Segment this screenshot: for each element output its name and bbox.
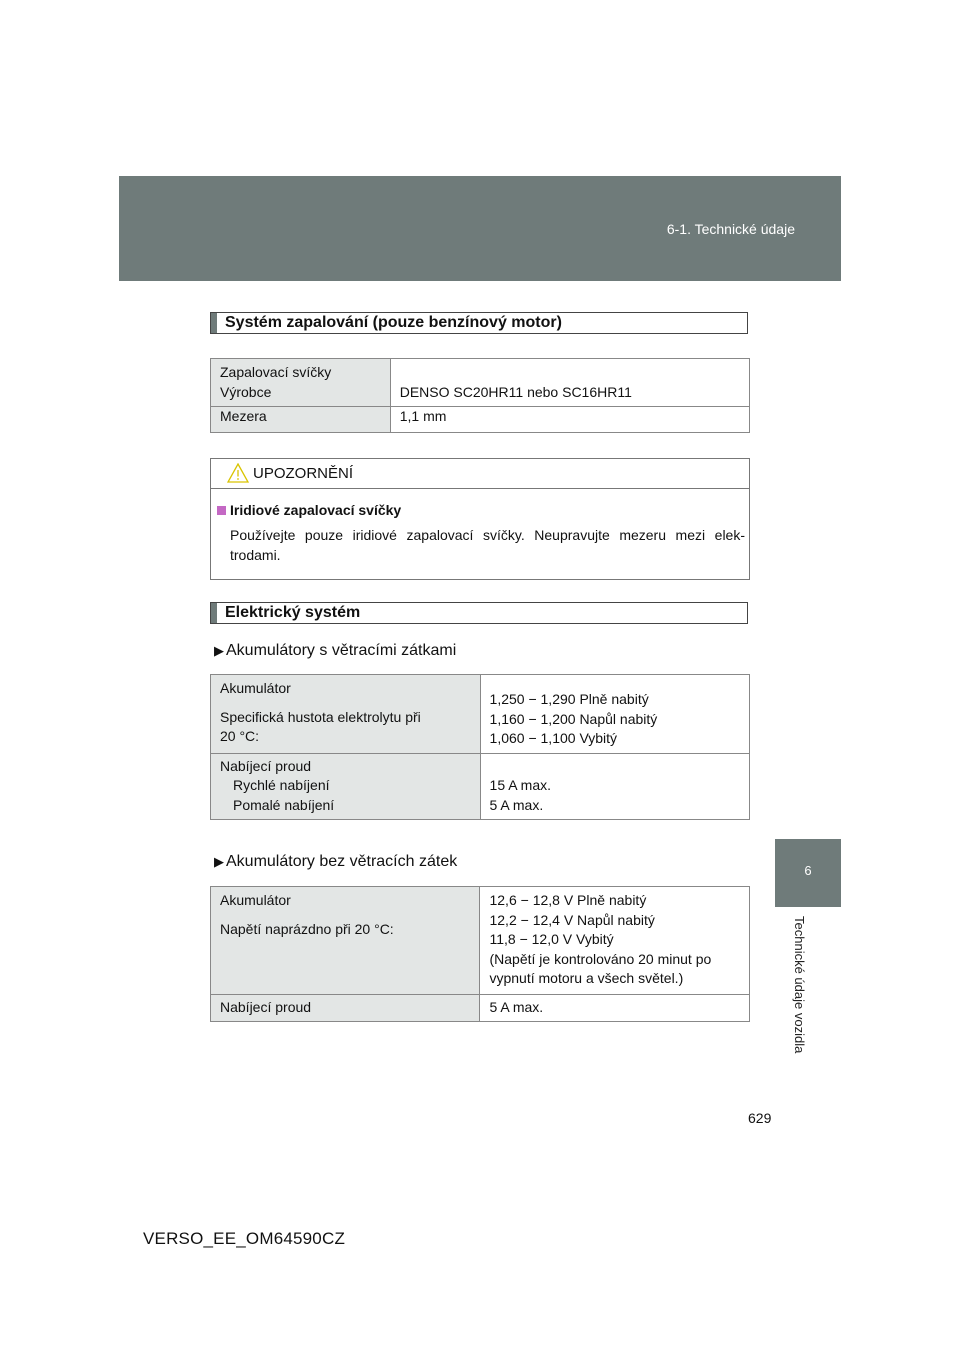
spec-label: Mezera: [211, 407, 391, 433]
document-code: VERSO_EE_OM64590CZ: [143, 1229, 346, 1248]
warning-label: UPOZORNĚNÍ: [253, 465, 354, 482]
chapter-number: 6: [804, 863, 812, 878]
sealed-battery-heading: ▶ Akumulátory bez větracích zátek: [214, 853, 458, 870]
sealed-battery-table: [210, 886, 750, 1022]
vented-battery-heading: ▶ Akumulátory s větracími zátkami: [214, 642, 457, 659]
warning-body: Používejte pouze iridiové zapalovací svíčky. Neupravujte mezeru mezi elek-trodami.: [230, 527, 745, 563]
header-band: [119, 176, 841, 281]
table-row: [211, 675, 750, 754]
section-header: 6-1. Technické údaje: [666, 221, 795, 237]
vented-battery-table: [210, 674, 750, 820]
table-row: [211, 753, 750, 820]
spec-label: Nabíjecí proud: [211, 994, 480, 1022]
table-row: [211, 407, 750, 433]
spec-value: DENSO SC20HR11 nebo SC16HR11: [390, 359, 749, 407]
ignition-section-title: Systém zapalování (pouze benzínový motor): [210, 312, 748, 334]
square-bullet-icon: [217, 506, 226, 515]
arrow-right-icon: ▶: [214, 643, 224, 658]
table-row: [211, 994, 750, 1022]
spec-label: Nabíjecí proud Rychlé nabíjení Pomalé nabíjení: [211, 753, 481, 820]
spec-label: Akumulátor Specifická hustota elektrolytu při 20 °C:: [211, 675, 481, 754]
warning-header: [211, 459, 749, 489]
spec-value: 1,250 − 1,290 Plně nabitý 1,160 − 1,200 Napůl nabitý 1,060 − 1,100 Vybitý: [480, 675, 749, 754]
spec-label: Zapalovací svíčky Výrobce: [211, 359, 391, 407]
spec-label: Akumulátor Napětí naprázdno při 20 °C:: [211, 887, 480, 995]
spec-value: 1,1 mm: [390, 407, 749, 433]
spec-value: 5 A max.: [480, 994, 750, 1022]
table-row: [211, 359, 750, 407]
page-number: 629: [748, 1110, 772, 1126]
spec-value: 15 A max. 5 A max.: [480, 753, 749, 820]
table-row: [211, 887, 750, 995]
spec-value: 12,6 − 12,8 V Plně nabitý 12,2 − 12,4 V Napůl nabitý 11,8 − 12,0 V Vybitý (Napětí je kontrolováno 20 minut po vypnutí motoru a všech světel.): [480, 887, 750, 995]
warning-subtitle: Iridiové zapalovací svíčky: [217, 502, 401, 518]
ignition-spec-table: [210, 358, 750, 433]
chapter-label: Technické údaje vozidla: [792, 916, 807, 1054]
electrical-section-title: Elektrický systém: [210, 602, 748, 624]
arrow-right-icon: ▶: [214, 854, 224, 869]
chapter-tab[interactable]: [775, 839, 841, 907]
warning-box: [210, 458, 750, 580]
warning-triangle-icon: [227, 463, 249, 483]
